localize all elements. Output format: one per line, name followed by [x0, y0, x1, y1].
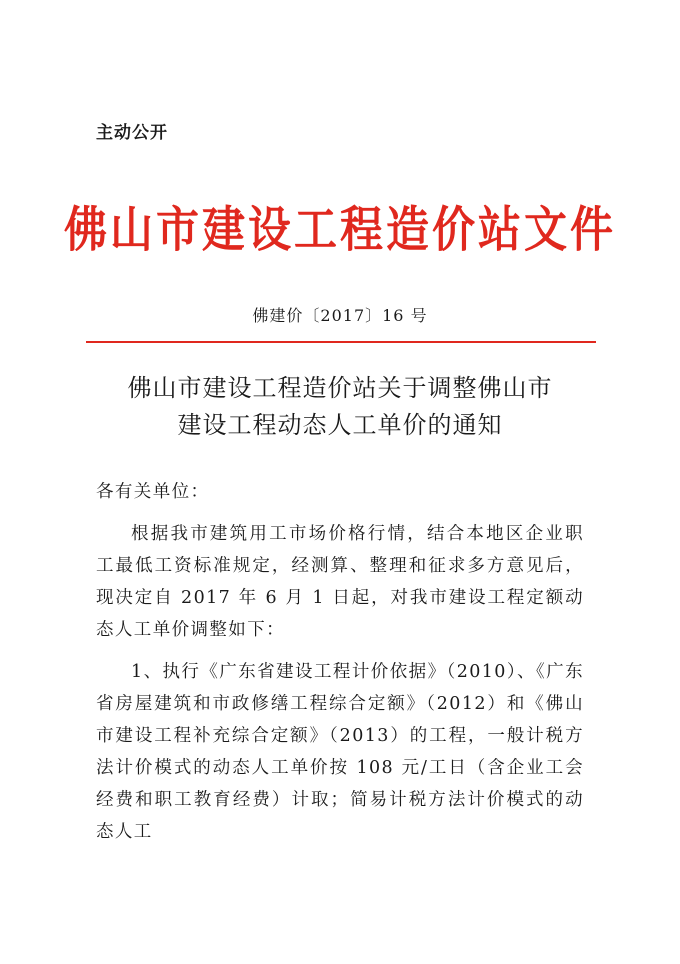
- issuer-header: 佛山市建设工程造价站文件: [64, 202, 616, 259]
- notice-title-line-1: 佛山市建设工程造价站关于调整佛山市: [127, 374, 553, 402]
- disclosure-label: 主动公开: [96, 123, 168, 143]
- body-paragraph: 1、执行《广东省建设工程计价依据》（2010）、《广东省房屋建筑和市政修缮工程综合定额》（2012）和《佛山市建设工程补充综合定额》（2013）的工程，一般计税方法计价模式的动态人工单价按 108 元/工日（含企业工会经费和职工教育经费）计取；简易计税方法计价模式的动态人工: [96, 662, 584, 842]
- document-number: 佛建价〔2017〕16 号: [252, 306, 428, 325]
- red-separator-line: [86, 341, 596, 343]
- notice-title-line-2: 建设工程动态人工单价的通知: [177, 411, 503, 439]
- notice-body: [96, 476, 584, 848]
- addressee: 各有关单位：: [96, 482, 210, 502]
- body-paragraph: 根据我市建筑用工市场价格行情，结合本地区企业职工最低工资标准规定，经测算、整理和征求多方意见后，现决定自 2017 年 6 月 1 日起，对我市建设工程定额动态人工单价调整如下：: [96, 524, 584, 640]
- notice-title: [0, 370, 680, 444]
